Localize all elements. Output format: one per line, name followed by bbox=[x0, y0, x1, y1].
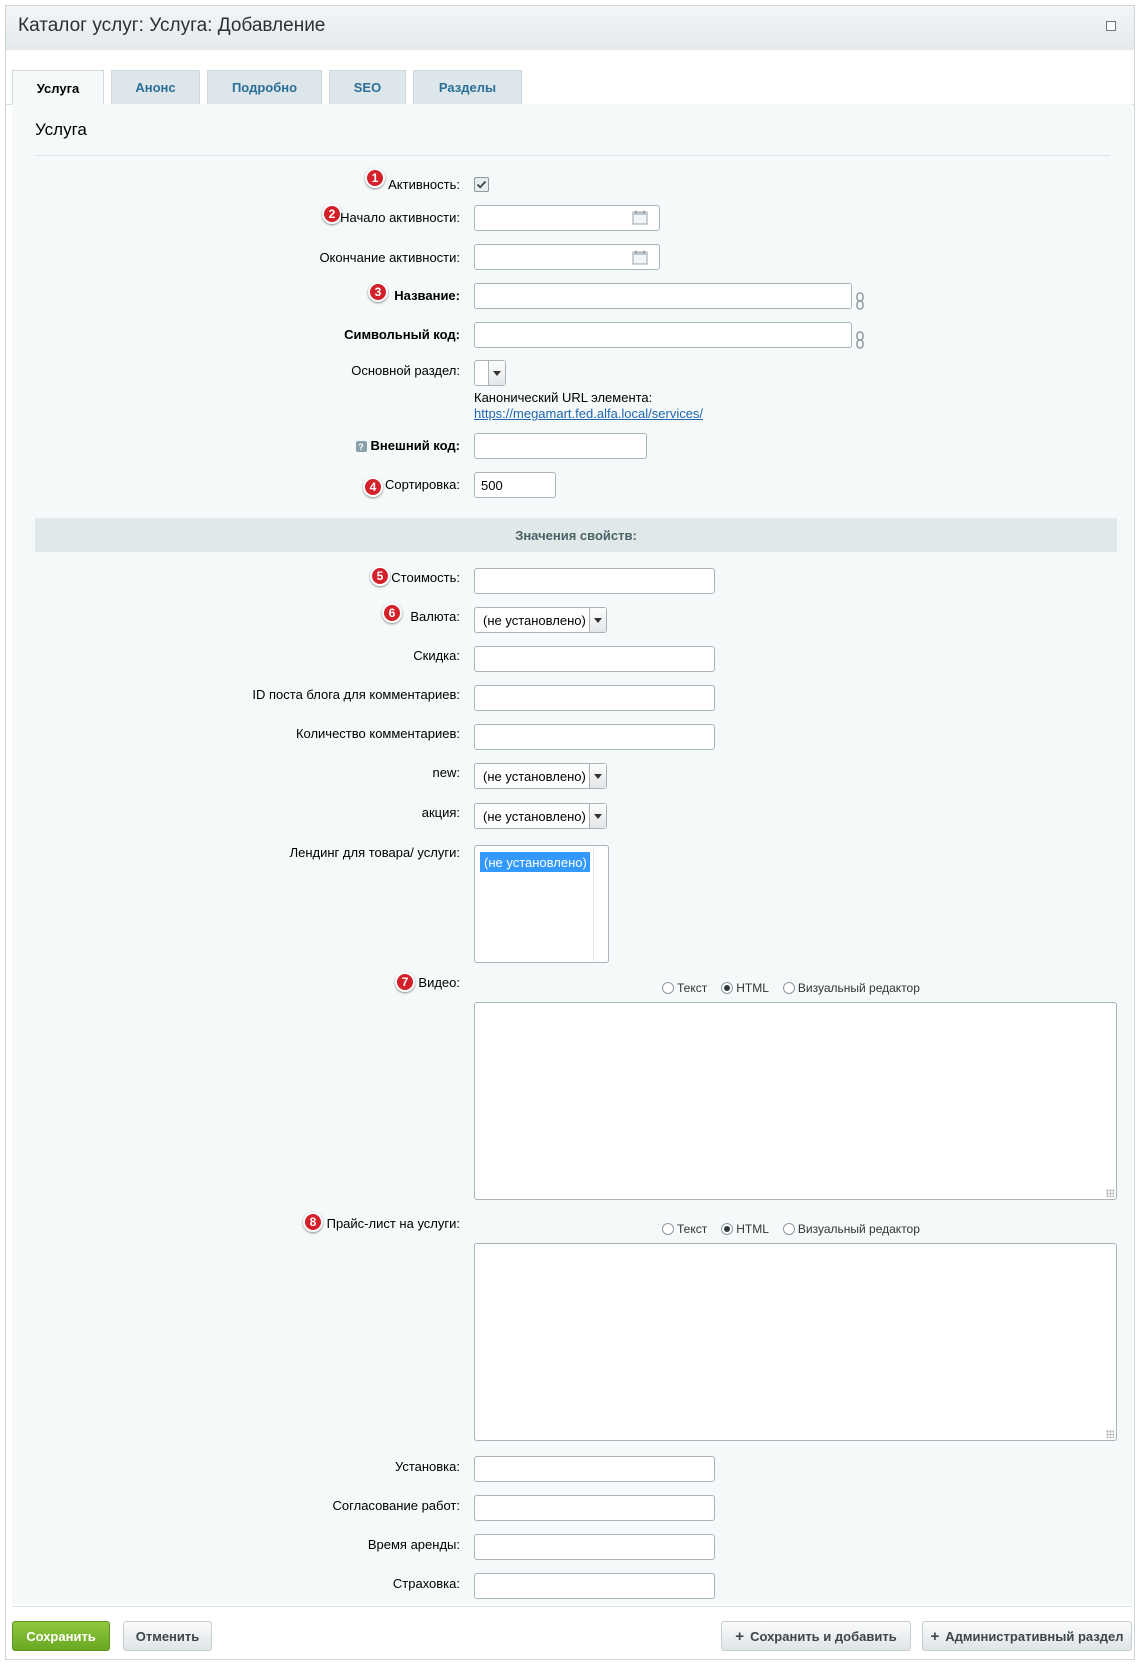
tab-service[interactable] bbox=[12, 70, 104, 105]
new-select[interactable] bbox=[474, 763, 607, 789]
radio-label: Визуальный редактор bbox=[797, 1222, 920, 1236]
active-label: Активность: bbox=[388, 177, 460, 192]
chevron-down-icon bbox=[589, 804, 606, 828]
chevron-down-icon bbox=[488, 361, 505, 385]
price-label: Стоимость: bbox=[391, 570, 460, 585]
check-icon bbox=[475, 178, 488, 191]
price-list-textarea[interactable] bbox=[474, 1243, 1117, 1441]
footer-divider bbox=[12, 1606, 1132, 1607]
collapse-icon[interactable] bbox=[1106, 21, 1116, 31]
marker-badge: 6 bbox=[382, 603, 402, 623]
code-input[interactable] bbox=[474, 322, 852, 348]
radio-visual[interactable] bbox=[783, 1223, 795, 1235]
price-list-label: Прайс-лист на услуги: bbox=[326, 1216, 460, 1231]
promo-label: акция: bbox=[421, 805, 460, 820]
list-option[interactable]: (не установлено) bbox=[480, 852, 590, 872]
chevron-down-icon bbox=[589, 764, 606, 788]
radio-text[interactable] bbox=[662, 1223, 674, 1235]
marker-badge: 4 bbox=[363, 477, 383, 497]
promo-select[interactable] bbox=[474, 803, 607, 829]
landing-label: Лендинг для товара/ услуги: bbox=[289, 845, 460, 860]
sort-input[interactable] bbox=[474, 472, 556, 498]
tab-label: SEO bbox=[353, 80, 382, 95]
video-textarea[interactable] bbox=[474, 1002, 1117, 1200]
radio-label: Текст bbox=[677, 981, 708, 995]
price-input[interactable] bbox=[474, 568, 715, 594]
radio-visual[interactable] bbox=[783, 982, 795, 994]
select-value: (не установлено) bbox=[483, 768, 586, 784]
discount-input[interactable] bbox=[474, 646, 715, 672]
radio-html[interactable] bbox=[721, 1223, 733, 1235]
landing-listbox[interactable] bbox=[474, 845, 609, 963]
installation-label: Установка: bbox=[394, 1459, 460, 1474]
radio-text[interactable] bbox=[662, 982, 674, 994]
help-icon[interactable]: ? bbox=[356, 441, 367, 452]
marker-badge: 2 bbox=[322, 204, 342, 224]
insurance-input[interactable] bbox=[474, 1573, 715, 1599]
tab-label: Анонс bbox=[135, 80, 176, 95]
tab-preview[interactable] bbox=[111, 70, 200, 104]
date-to-label: Окончание активности: bbox=[319, 250, 460, 265]
chevron-down-icon bbox=[589, 608, 606, 632]
insurance-label: Страховка: bbox=[392, 1576, 460, 1591]
calendar-icon[interactable] bbox=[632, 210, 648, 225]
admin-section-button[interactable] bbox=[922, 1621, 1132, 1651]
price-list-editor-modes bbox=[662, 1221, 934, 1237]
tab-sections[interactable] bbox=[413, 70, 522, 104]
divider bbox=[35, 155, 1110, 156]
plus-icon: + bbox=[930, 1627, 940, 1645]
external-code-label-text: Внешний код: bbox=[370, 438, 460, 453]
rent-time-label: Время аренды: bbox=[367, 1537, 460, 1552]
code-label: Символьный код: bbox=[344, 327, 460, 342]
canonical-url-link[interactable]: https://megamart.fed.alfa.local/services/ bbox=[474, 406, 704, 421]
page-title: Каталог услуг: Услуга: Добавление bbox=[18, 15, 326, 36]
cancel-button[interactable]: Отменить bbox=[123, 1621, 212, 1651]
link-icon[interactable] bbox=[855, 292, 865, 310]
name-input[interactable] bbox=[474, 283, 852, 309]
approval-label: Согласование работ: bbox=[332, 1498, 460, 1513]
canonical-url-label: Канонический URL элемента: bbox=[474, 390, 653, 405]
scrollbar[interactable] bbox=[593, 847, 607, 961]
save-button[interactable]: Сохранить bbox=[12, 1621, 110, 1651]
save-and-add-button[interactable] bbox=[721, 1621, 911, 1651]
active-checkbox[interactable] bbox=[474, 177, 489, 192]
marker-badge: 8 bbox=[303, 1212, 323, 1232]
calendar-icon[interactable] bbox=[632, 250, 648, 265]
currency-label: Валюта: bbox=[410, 609, 460, 624]
new-label: new: bbox=[432, 765, 460, 780]
sort-label: Сортировка: bbox=[385, 477, 460, 492]
currency-select[interactable] bbox=[474, 607, 607, 633]
tab-label: Разделы bbox=[438, 80, 497, 95]
rent-time-input[interactable] bbox=[474, 1534, 715, 1560]
blog-post-id-input[interactable] bbox=[474, 685, 715, 711]
approval-input[interactable] bbox=[474, 1495, 715, 1521]
video-label: Видео: bbox=[418, 975, 460, 990]
blog-post-id-label: ID поста блога для комментариев: bbox=[252, 687, 460, 702]
external-code-input[interactable] bbox=[474, 433, 647, 459]
resize-grip-icon[interactable] bbox=[1106, 1189, 1114, 1197]
section-select[interactable] bbox=[474, 360, 506, 386]
radio-label: Текст bbox=[677, 1222, 708, 1236]
plus-icon: + bbox=[735, 1627, 745, 1645]
comments-count-label: Количество комментариев: bbox=[295, 726, 460, 741]
marker-badge: 3 bbox=[368, 282, 388, 302]
comments-count-input[interactable] bbox=[474, 724, 715, 750]
select-value: (не установлено) bbox=[483, 808, 586, 824]
radio-label: HTML bbox=[736, 981, 769, 995]
tab-seo[interactable] bbox=[329, 70, 406, 104]
section-title: Услуга bbox=[35, 120, 87, 139]
tab-details[interactable] bbox=[207, 70, 322, 104]
tab-label: Услуга bbox=[36, 80, 80, 96]
name-label: Название: bbox=[394, 288, 460, 303]
external-code-label bbox=[40, 438, 460, 453]
marker-badge: 1 bbox=[365, 168, 385, 188]
radio-label: Визуальный редактор bbox=[797, 981, 920, 995]
discount-label: Скидка: bbox=[413, 648, 460, 663]
properties-header: Значения свойств: bbox=[35, 518, 1117, 552]
radio-label: HTML bbox=[736, 1222, 769, 1236]
resize-grip-icon[interactable] bbox=[1106, 1430, 1114, 1438]
select-value: (не установлено) bbox=[483, 612, 586, 628]
button-label: Административный раздел bbox=[945, 1628, 1124, 1644]
date-from-label: Начало активности: bbox=[340, 210, 460, 225]
video-editor-modes bbox=[662, 980, 934, 996]
marker-badge: 5 bbox=[370, 566, 390, 586]
section-label: Основной раздел: bbox=[351, 363, 460, 378]
installation-input[interactable] bbox=[474, 1456, 715, 1482]
button-label: Сохранить и добавить bbox=[750, 1628, 897, 1644]
radio-html[interactable] bbox=[721, 982, 733, 994]
marker-badge: 7 bbox=[395, 972, 415, 992]
tab-label: Подробно bbox=[231, 80, 298, 95]
link-icon[interactable] bbox=[855, 331, 865, 349]
